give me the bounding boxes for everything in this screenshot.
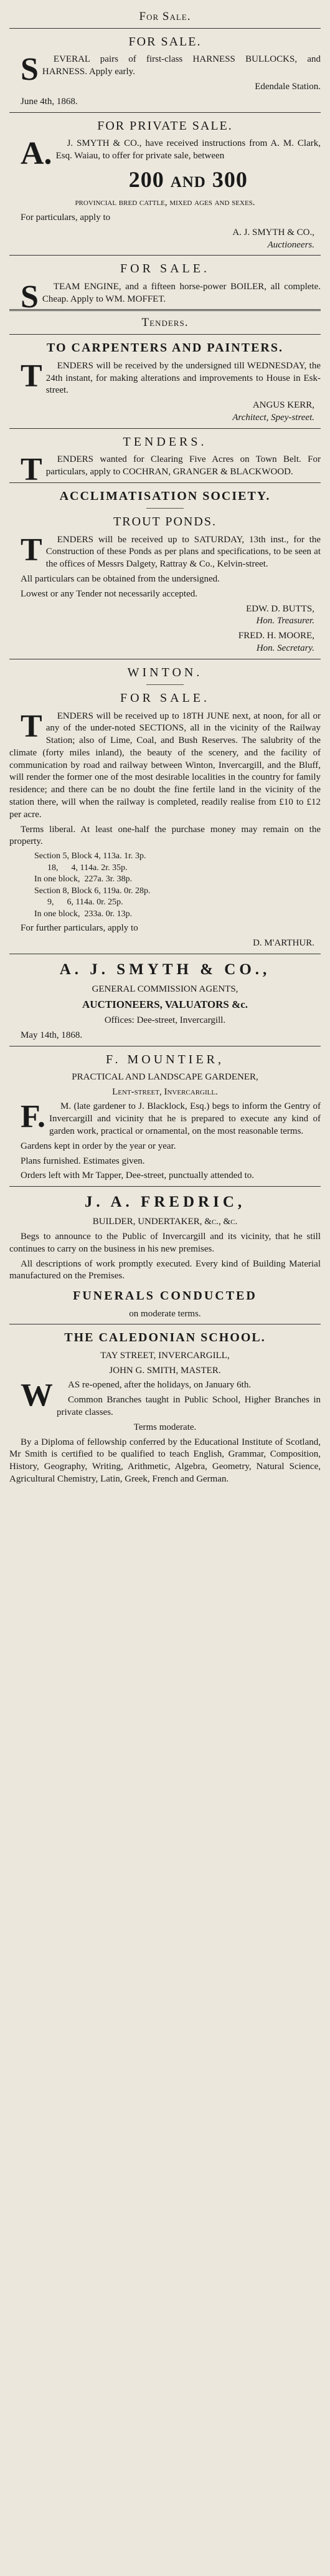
ad-funerals-sub: on moderate terms. [129, 1308, 201, 1319]
ad-terms: Terms moderate. [133, 1422, 197, 1432]
ad-signature-role: Architect, Spey-street. [232, 412, 314, 423]
ad-title: FOR SALE. [128, 35, 202, 49]
ad-signature-2: FRED. H. MOORE, [238, 631, 314, 641]
ad-line-1: GENERAL COMMISSION AGENTS, [92, 984, 238, 994]
section-heading-tenders: Tenders. [141, 316, 189, 330]
ad-body: TENDERS wanted for Clearing Five Acres on Town Belt. For particulars, apply to COCHRAN, GRANGER & BLACKWOOD. [21, 452, 321, 488]
ad-steam-engine [9, 261, 321, 315]
ad-date: June 4th, 1868. [21, 96, 78, 107]
ad-mountier [9, 1051, 321, 1183]
ad-body: SEVERAL pairs of first-class HARNESS BULLOCKS, and HARNESS. Apply early. [21, 52, 321, 88]
cattle-description: provincial bred cattle, mixed ages and sexes. [75, 198, 255, 208]
lot-line: In one block, 233a. 0r. 13p. [34, 909, 133, 919]
ad-winton [9, 664, 321, 950]
divider [146, 684, 184, 685]
ad-tenders-belt [9, 434, 321, 488]
ad-title: THE CALEDONIAN SCHOOL. [64, 1331, 266, 1345]
lot-line: In one block, 227a. 3r. 38p. [34, 874, 133, 884]
lot-line: Section 8, Block 6, 119a. 0r. 28p. [34, 886, 151, 896]
ad-terms: Terms liberal. At least one-half the purchase money may remain on the property. [9, 824, 321, 847]
ad-subtitle: TROUT PONDS. [113, 515, 217, 529]
ad-place: Edendale Station. [255, 82, 321, 92]
ad-carpenters [9, 340, 321, 424]
divider [9, 1186, 321, 1187]
ad-body-2: All descriptions of work promptly executed. Every kind of Building Material manufactured on the Premises. [9, 1258, 321, 1281]
ad-title: TO CARPENTERS AND PAINTERS. [47, 341, 283, 355]
divider [9, 112, 321, 113]
ad-body: STEAM ENGINE, and a fifteen horse-power BOILER, all complete. Cheap. Apply to WM. MOFFET. [21, 279, 321, 315]
ad-signature-role: Auctioneers. [267, 239, 314, 250]
ad-line-2: AUCTIONEERS, VALUATORS &c. [82, 998, 248, 1011]
ad-signature: A. J. SMYTH & CO., [232, 227, 314, 237]
ad-title: F. MOUNTIER, [105, 1052, 225, 1066]
divider [9, 334, 321, 335]
cattle-numbers [9, 165, 321, 195]
ad-fredric [9, 1192, 321, 1320]
ad-line-1: TAY STREET, INVERCARGILL, [100, 1350, 230, 1361]
ad-line-1: PRACTICAL AND LANDSCAPE GARDENER, [72, 1071, 258, 1082]
section-heading-for-sale: For Sale. [139, 10, 191, 23]
ad-title: TENDERS. [123, 434, 207, 449]
ad-body: TENDERS will be received up to SATURDAY, 13th inst., for the Construction of these Ponds as per plans and specifications, to be seen at the offices of Messrs Dalgety, Rattray & Co., Kelvin-street. [21, 532, 321, 570]
divider [9, 309, 321, 311]
ad-body-3: By a Diploma of fellowship conferred by the Educational Institute of Scotland, Mr Smith is certified to be qualified to teach English, Grammar, Composition, History, Geography, Writing, Arithmetic, Algebra, Geometry, Natural Science, Agricultural Chemistry, Latin, Greek, French and German. [9, 1437, 321, 1484]
ad-signature-1: EDW. D. BUTTS, [246, 603, 314, 614]
ad-body: F.M. (late gardener to J. Blacklock, Esq.) begs to inform the Gentry of Invercargill and vicinity that he is prepared to execute any kind of garden work, practical or ornamental, on the most reasonable terms. [21, 1099, 321, 1137]
ad-body: TENDERS will be received by the undersigned till WEDNESDAY, the 24th instant, for making alterations and improvements to House in Esk-street. [21, 358, 321, 396]
lot-line: 9, 6, 114a. 0r. 25p. [34, 898, 123, 907]
ad-school [9, 1329, 321, 1485]
ad-offices: Offices: Dee-street, Invercargill. [104, 1015, 226, 1025]
ad-private-sale [9, 118, 321, 252]
ad-body-2: Gardens kept in order by the year or year. [21, 1141, 176, 1151]
ad-title: FOR SALE. [120, 262, 210, 276]
ad-line-2: Lent-street, Invercargill. [112, 1086, 218, 1097]
divider [9, 482, 321, 483]
ad-title: A. J. SMYTH & CO., [59, 960, 271, 978]
ad-title: J. A. FREDRIC, [84, 1194, 246, 1211]
ad-line-1: BUILDER, UNDERTAKER, &c., &c. [92, 1217, 238, 1227]
ad-signature: ANGUS KERR, [252, 400, 314, 411]
ad-body: A.J. SMYTH & CO., have received instructions from A. M. Clark, Esq. Waiau, to offer for private sale, between [21, 136, 321, 172]
ad-body: Begs to announce to the Public of Invercargill and its vicinity, that he still continues to carry on the business in his new premises. [9, 1232, 321, 1254]
ad-body-3: Plans furnished. Estimates given. [21, 1156, 145, 1166]
section-lots [34, 851, 321, 920]
ad-signature-2-role: Hon. Secretary. [256, 643, 314, 653]
divider [146, 508, 184, 509]
ad-body: TENDERS will be received up to 18TH JUNE next, at noon, for all or any of the under-noted SECTIONS, all in the vicinity of the Railway Station; also of Lime, Coal, and Bush Reserves. The salubrity of the climate (forty miles inland), the beauty of the scenery, and the facility of communication by road and railway between Winton, Invercargill, and the Bluff, will render the former one of the most desirable localities in the country for family residence; and there can be no doubt the fine fertile land in the vicinity of the station there, will when the railway is completed, readily realise from £10 to £12 per acre. [9, 708, 321, 820]
newspaper-page [9, 0, 321, 2576]
lot-line: Section 5, Block 4, 113a. 1r. 3p. [34, 851, 146, 861]
ad-title: FOR PRIVATE SALE. [97, 118, 233, 133]
ad-body: WAS re-opened, after the holidays, on January 6th. [21, 1377, 252, 1414]
divider [9, 428, 321, 429]
divider [9, 28, 321, 29]
ad-date: May 14th, 1868. [21, 1030, 83, 1040]
ad-body-4: Orders left with Mr Tapper, Dee-street, punctually attended to. [21, 1171, 255, 1181]
ad-apply: For further particulars, apply to [21, 923, 138, 934]
ad-note: Lowest or any Tender not necessarily accepted. [21, 588, 197, 599]
ad-smyth-agents [9, 959, 321, 1042]
cattle-count: 200 and 300 [128, 166, 248, 192]
ad-body-2: All particulars can be obtained from the undersigned. [21, 573, 220, 584]
ad-title: ACCLIMATISATION SOCIETY. [59, 489, 271, 503]
ad-apply: For particulars, apply to [21, 212, 111, 223]
ad-funerals: FUNERALS CONDUCTED [73, 1289, 257, 1303]
ad-acclimatisation [9, 488, 321, 655]
lot-line: 18, 4, 114a. 2r. 35p. [34, 863, 128, 873]
ad-title: WINTON. [127, 665, 203, 679]
ad-subtitle: FOR SALE. [120, 691, 210, 706]
ad-line-2: JOHN G. SMITH, MASTER. [109, 1365, 221, 1376]
divider [9, 255, 321, 256]
ad-body-2: Common Branches taught in Public School, Higher Branches in private classes. [57, 1395, 321, 1418]
ad-harness [9, 34, 321, 108]
ad-signature: D. M'ARTHUR. [253, 937, 314, 948]
ad-signature-1-role: Hon. Treasurer. [256, 616, 314, 626]
